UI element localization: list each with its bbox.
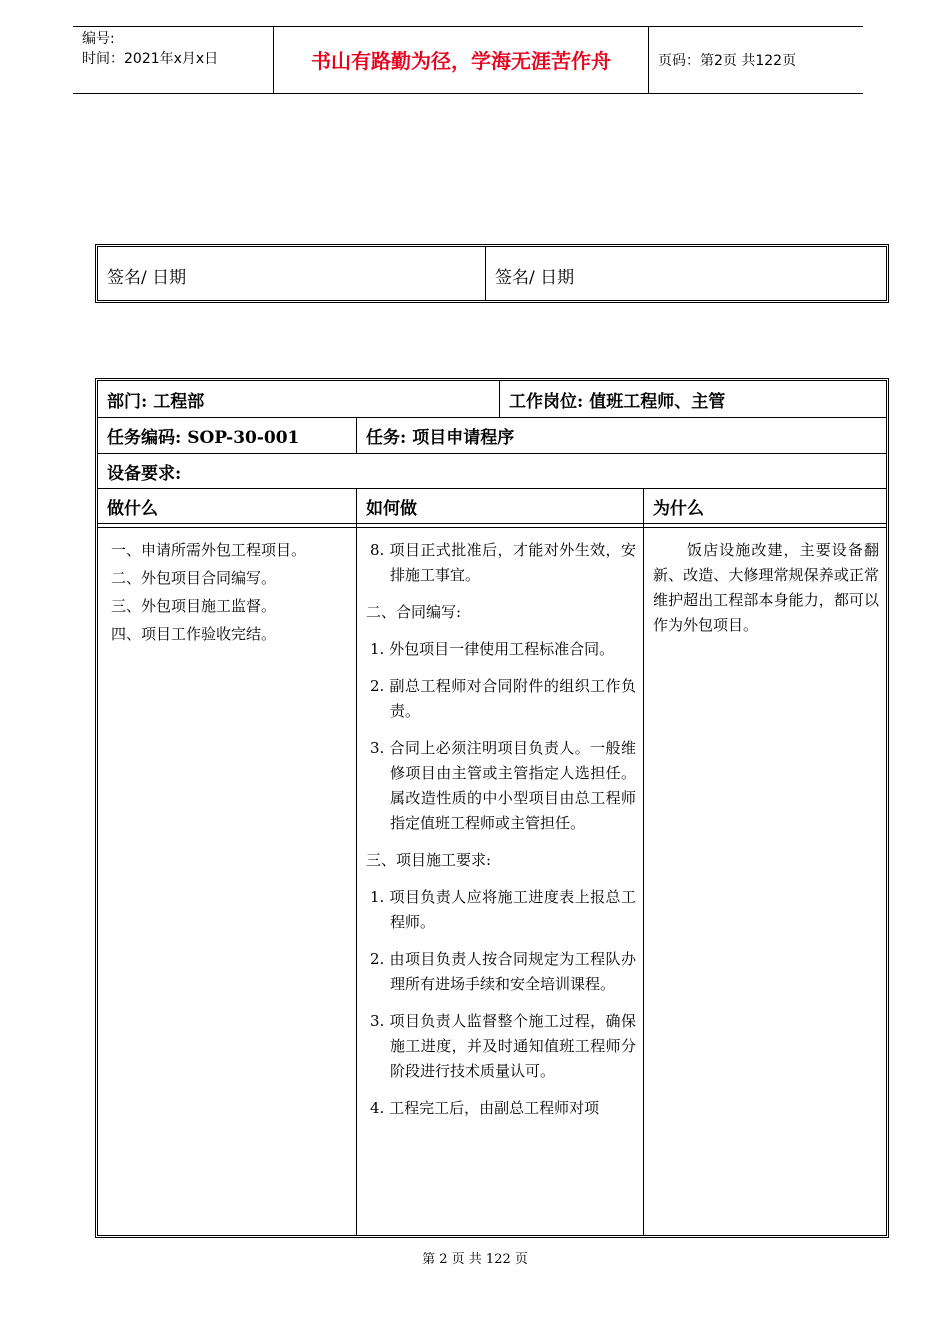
task-name: 任务: 项目申请程序 xyxy=(366,428,515,448)
col-how-header: 如何做 xyxy=(366,499,417,519)
page-header xyxy=(73,26,863,94)
what-item: 二、外包项目合同编写。 xyxy=(111,569,277,587)
col-what-header: 做什么 xyxy=(107,499,158,519)
how-item: 4. 工程完工后，由副总工程师对项 xyxy=(370,1099,600,1117)
how-item: 1. 外包项目一律使用工程标准合同。 xyxy=(370,640,615,658)
how-item: 2. 由项目负责人按合同规定为工程队办理所有进场手续和安全培训课程。 xyxy=(370,950,636,993)
page-footer: 第 2 页 共 122 页 xyxy=(422,1252,528,1267)
task-code: 任务编码: SOP-30-001 xyxy=(107,428,300,448)
page-info: 页码：第2页 共122页 xyxy=(658,53,797,69)
what-item: 一、申请所需外包工程项目。 xyxy=(111,541,307,559)
how-item: 2. 副总工程师对合同附件的组织工作负责。 xyxy=(370,677,636,720)
how-column xyxy=(366,538,636,1133)
how-item: 1. 项目负责人应将施工进度表上报总工程师。 xyxy=(370,888,636,931)
why-text: 饭店设施改建，主要设备翻新、改造、大修理常规保养或正常维护超出工程部本身能力，都可以作为外包项目。 xyxy=(653,541,879,634)
what-column xyxy=(111,536,351,648)
header-divider xyxy=(648,27,649,93)
signature-left: 签名/ 日期 xyxy=(107,268,187,288)
header-left xyxy=(82,29,218,69)
number-label: 编号: xyxy=(82,31,115,47)
row-divider xyxy=(499,381,500,417)
how-item: 8. 项目正式批准后，才能对外生效，安排施工事宜。 xyxy=(370,541,636,584)
how-section-title: 二、合同编写: xyxy=(366,603,462,621)
row-divider xyxy=(356,417,357,453)
how-section-title: 三、项目施工要求: xyxy=(366,851,492,869)
what-item: 四、项目工作验收完结。 xyxy=(111,625,277,643)
header-double-line xyxy=(98,523,886,528)
equipment-label: 设备要求: xyxy=(107,464,182,484)
signature-table xyxy=(95,244,889,303)
time-label: 时间：2021年x月x日 xyxy=(82,51,219,67)
row-line xyxy=(98,417,886,418)
column-divider xyxy=(643,488,644,1235)
column-divider xyxy=(356,488,357,1235)
header-motto: 书山有路勤为径，学海无涯苦作舟 xyxy=(311,49,611,73)
what-item: 三、外包项目施工监督。 xyxy=(111,597,277,615)
row-line xyxy=(98,488,886,489)
how-item: 3. 项目负责人监督整个施工过程，确保施工进度，并及时通知值班工程师分阶段进行技术质量认可。 xyxy=(370,1012,636,1080)
how-item: 3. 合同上必须注明项目负责人。一般维修项目由主管或主管指定人选担任。属改造性质的中小型项目由总工程师指定值班工程师或主管担任。 xyxy=(370,739,636,832)
dept-label: 部门: 工程部 xyxy=(107,392,205,412)
row-line xyxy=(98,453,886,454)
sop-table xyxy=(95,378,889,1238)
signature-right: 签名/ 日期 xyxy=(495,268,575,288)
post-label: 工作岗位: 值班工程师、主管 xyxy=(509,392,726,412)
signature-divider xyxy=(485,247,486,300)
col-why-header: 为什么 xyxy=(653,499,704,519)
